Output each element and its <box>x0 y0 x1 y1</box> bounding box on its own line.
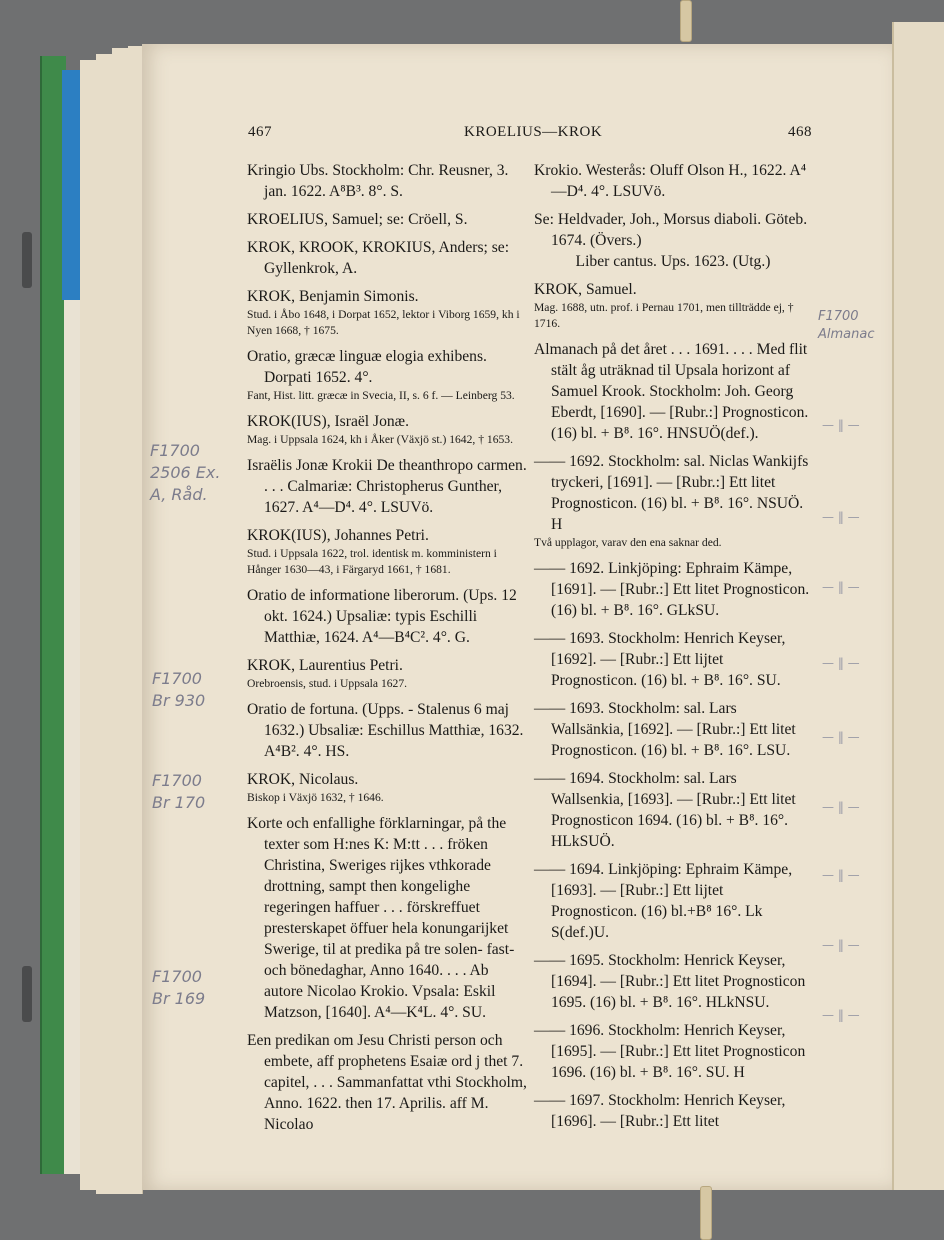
left-heading: KROK, Laurentius Petri. <box>247 657 403 674</box>
pencil-note: F1700 2506 Ex. A, Råd. <box>150 441 221 504</box>
page-stack-leaf <box>128 46 143 1194</box>
pencil-ditto-mark: — ‖ — <box>822 418 860 432</box>
right-entry: Almanach på det året . . . 1691. . . . Med flit stält åg uträknad til Upsala horizont af Samuel Krook. Stockholm: Joh. Georg Eberdt, [1690]. — [Rubr.:] Prognosticon. (16) bl. + B⁸. 16°. HNSUÖ(def.). <box>534 341 809 442</box>
pencil-ditto-mark: — ‖ — <box>822 938 860 952</box>
left-entry: Oratio de informatione liberorum. (Ups. 12 okt. 1624.) Upsaliæ: typis Eschilli Matthiæ, 1624. A⁴—B⁴C². 4°. G. <box>247 587 517 646</box>
left-entry: Oratio, græcæ linguæ elogia exhibens. Dorpati 1652. 4°. <box>247 348 487 386</box>
pencil-ditto-mark: — ‖ — <box>822 868 860 882</box>
right-entry: —— 1693. Stockholm: Henrich Keyser, [1692]. — [Rubr.:] Ett lijtet Prognosticon. (16) bl. + B⁸. 16°. SU. <box>534 630 786 689</box>
page-stack-leaf <box>112 48 129 1194</box>
right-entry: —— 1694. Stockholm: sal. Lars Wallsenkia, [1693]. — [Rubr.:] Ett litet Prognosticon 1694. (16) bl. + B⁸. 16°. HLkSUÖ. <box>534 770 796 850</box>
binding-strap-bottom <box>700 1186 712 1240</box>
right-heading: KROK, Samuel. <box>534 281 637 298</box>
right-note: Två upplagor, varav den ena saknar ded. <box>534 536 722 549</box>
binding-strap-top <box>680 0 692 42</box>
pencil-ditto-mark: — ‖ — <box>822 656 860 670</box>
facing-page-edge <box>892 22 944 1190</box>
left-entry: Kringio Ubs. Stockholm: Chr. Reusner, 3. jan. 1622. A⁸B³. 8°. S. <box>247 162 509 200</box>
right-column <box>534 160 812 1132</box>
binding-clip <box>22 966 32 1022</box>
page-stack-leaf <box>96 54 113 1194</box>
left-heading: KROELIUS, Samuel; se: Cröell, S. <box>247 211 468 228</box>
pencil-note: F1700 Almanac <box>818 309 875 342</box>
left-entry: Een predikan om Jesu Christi person och embete, aff prophetens Esaiæ ord j thet 7. capitel, . . . Sammanfattat vthi Stockholm, Anno. 1622. then 17. Aprilis. aff M. Nicolao <box>247 1032 527 1133</box>
left-entry: Oratio de fortuna. (Upps. - Stalenus 6 maj 1632.) Ubsaliæ: Eschillus Matthiæ, 1632. A⁴B². 4°. HS. <box>247 701 524 760</box>
left-note: Orebroensis, stud. i Uppsala 1627. <box>247 677 408 690</box>
left-heading: KROK, Nicolaus. <box>247 771 359 788</box>
right-note: Mag. 1688, utn. prof. i Pernau 1701, men tillträdde ej, † 1716. <box>534 301 794 330</box>
pencil-ditto-mark: — ‖ — <box>822 800 860 814</box>
cover-blue-band <box>62 70 80 300</box>
pencil-ditto-mark: — ‖ — <box>822 1008 860 1022</box>
right-entry: —— 1692. Linkjöping: Ephraim Kämpe, [1691]. — [Rubr.:] Ett litet Prognosticon. (16) bl. + B⁸. 16°. GLkSU. <box>534 560 810 619</box>
left-heading: KROK, Benjamin Simonis. <box>247 288 419 305</box>
right-entry: Krokio. Westerås: Oluff Olson H., 1622. A⁴—D⁴. 4°. LSUVö. <box>534 162 807 200</box>
right-entry: —— 1692. Stockholm: sal. Niclas Wankijfs tryckeri, [1691]. — [Rubr.:] Ett litet Prognosticon. (16) bl. + B⁸. 16°. NSUÖ. H <box>534 453 809 533</box>
pencil-ditto-mark: — ‖ — <box>822 510 860 524</box>
pencil-ditto-mark: — ‖ — <box>822 580 860 594</box>
left-heading: KROK(IUS), Johannes Petri. <box>247 527 429 544</box>
pencil-ditto-mark: — ‖ — <box>822 730 860 744</box>
binding-clip <box>22 232 32 288</box>
right-entry: —— 1695. Stockholm: Henrick Keyser, [1694]. — [Rubr.:] Ett litet Prognosticon 1695. (16) bl. + B⁸. 16°. HLkNSU. <box>534 952 806 1011</box>
right-entry: Se: Heldvader, Joh., Morsus diaboli. Göteb. 1674. (Övers.) <box>534 211 808 249</box>
pencil-note: F1700 Br 170 <box>152 771 206 812</box>
left-heading: KROK, KROOK, KROKIUS, Anders; se: Gyllenkrok, A. <box>247 239 510 277</box>
pencil-note: F1700 Br 930 <box>152 669 206 710</box>
left-note: Mag. i Uppsala 1624, kh i Åker (Växjö st.) 1642, † 1653. <box>247 433 513 446</box>
right-entry: —— 1696. Stockholm: Henrich Keyser, [1695]. — [Rubr.:] Ett litet Prognosticon 1696. (16) bl. + B⁸. 16°. SU. H <box>534 1022 806 1081</box>
cover-edge <box>64 300 80 1174</box>
left-column <box>247 160 527 1135</box>
left-entry: Israëlis Jonæ Krokii De theanthropo carmen. . . . Calmariæ: Christopherus Gunther, 1627. A⁴—D⁴. 4°. LSUVö. <box>247 457 527 516</box>
left-note: Fant, Hist. litt. græcæ in Svecia, II, s. 6 f. — Leinberg 53. <box>247 389 515 402</box>
left-note: Stud. i Åbo 1648, i Dorpat 1652, lektor i Viborg 1659, kh i Nyen 1668, † 1675. <box>247 308 520 337</box>
right-entry: —— 1693. Stockholm: sal. Lars Wallsänkia, [1692]. — [Rubr.:] Ett litet Prognosticon. (16) bl. + B⁸. 16°. LSU. <box>534 700 796 759</box>
right-entry: —— 1694. Linkjöping: Ephraim Kämpe, [1693]. — [Rubr.:] Ett lijtet Prognosticon. (16) bl.+B⁸ 16°. Lk S(def.)U. <box>534 861 793 941</box>
running-title: KROELIUS—KROK <box>464 124 603 140</box>
right-center: Liber cantus. Ups. 1623. (Utg.) <box>575 253 771 270</box>
left-entry: Korte och enfallighe förklarningar, på the texter som H:nes K: M:tt . . . fröken Christina, Sweriges rijkes vthkorade drottning, sampt then kongelighe regeringen haffuer . . . förskreffuet presterskapet öffuer hela konungarijket Swerige, til at predika på tre solen- fast- och bönedaghar, Anno 1640. . . . Ab autore Nicolao Krokio. Vpsala: Eskil Matzson, [1640]. A⁴—K⁴L. 4°. SU. <box>247 815 515 1021</box>
right-entry: —— 1697. Stockholm: Henrich Keyser, [1696]. — [Rubr.:] Ett litet <box>534 1092 786 1130</box>
left-note: Biskop i Växjö 1632, † 1646. <box>247 791 384 804</box>
left-note: Stud. i Uppsala 1622, trol. identisk m. komministern i Hånger 1630—43, i Färgaryd 1661, † 1681. <box>247 547 497 576</box>
pencil-note: F1700 Br 169 <box>152 967 206 1008</box>
left-heading: KROK(IUS), Israël Jonæ. <box>247 413 409 430</box>
page-number-right: 468 <box>788 124 812 140</box>
page-number-left: 467 <box>248 124 272 140</box>
page-stack-leaf <box>80 60 97 1190</box>
